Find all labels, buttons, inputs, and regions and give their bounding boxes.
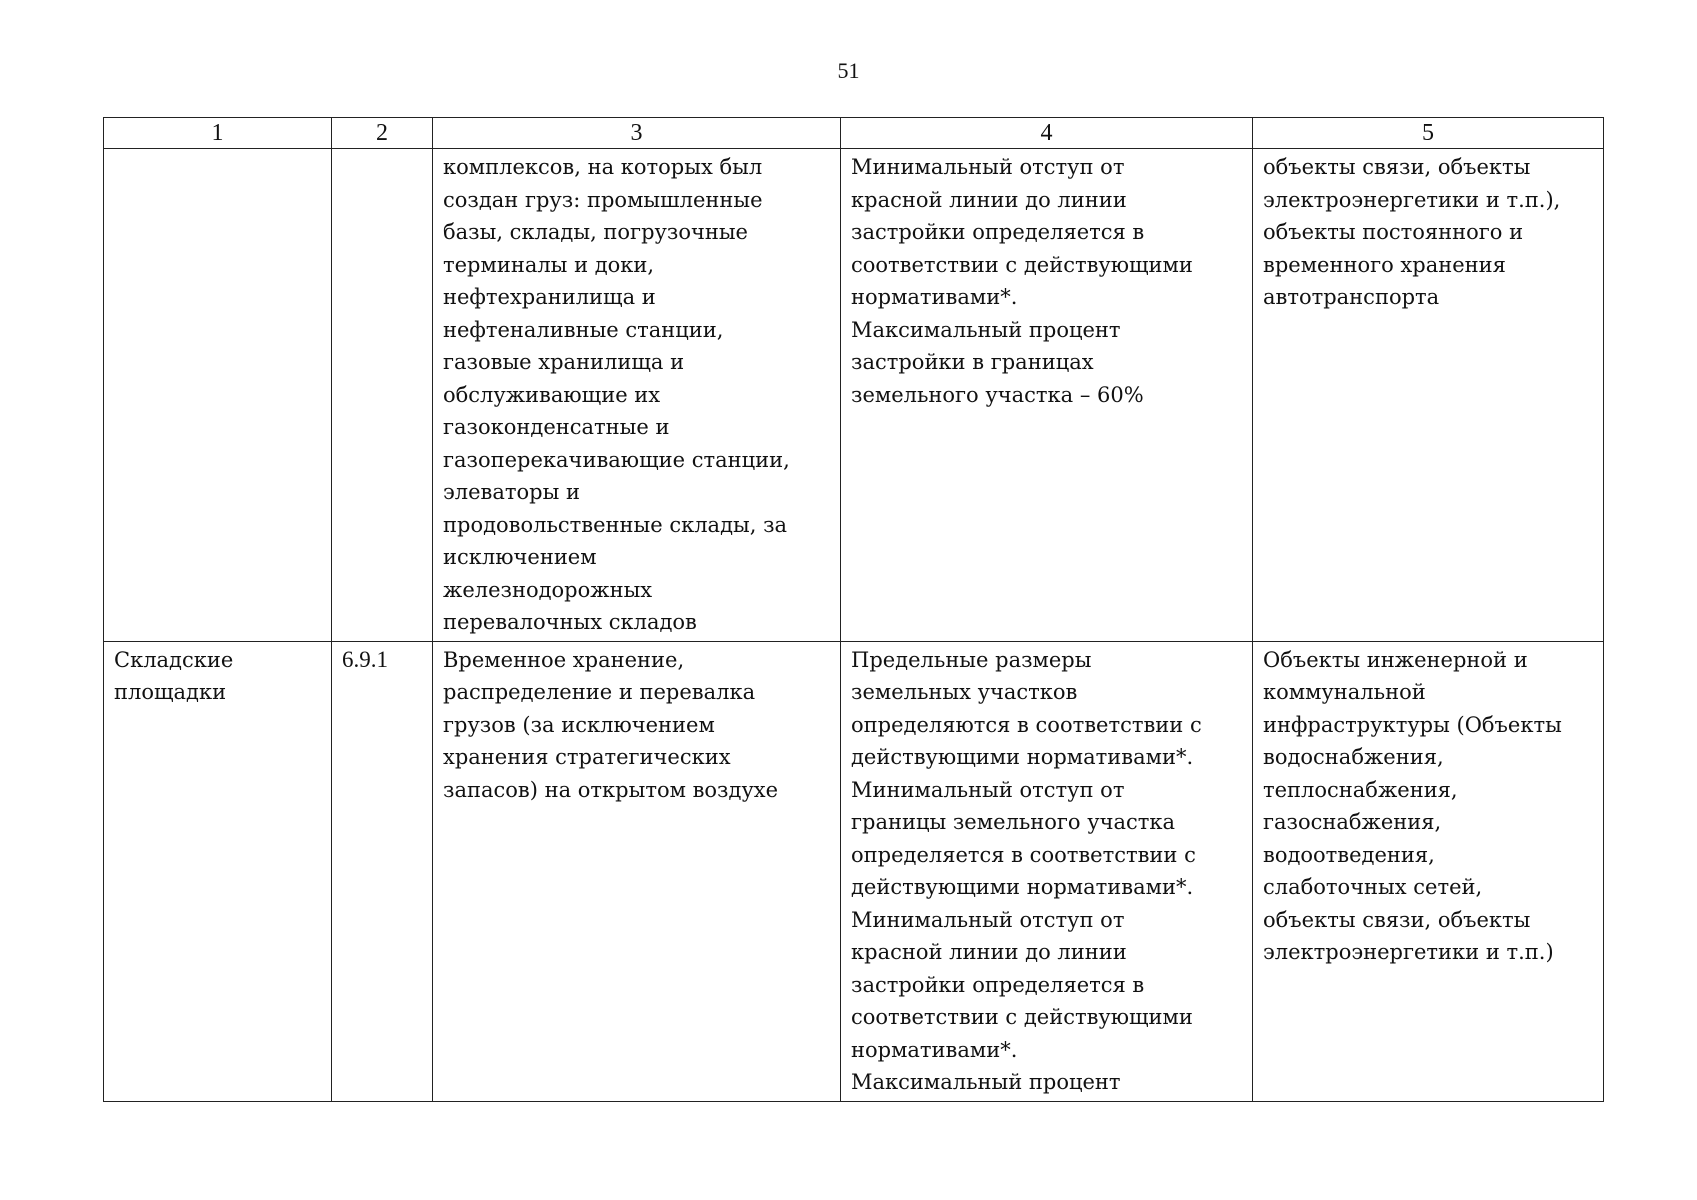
cell-use-code <box>332 641 433 1101</box>
column-header-4: 4 <box>841 118 1253 149</box>
header-row <box>104 118 1604 149</box>
table-header <box>104 118 1604 149</box>
table-row <box>104 149 1604 642</box>
column-header-1: 1 <box>104 118 332 149</box>
cell-auxiliary-uses <box>1253 149 1604 642</box>
cell-parameters <box>841 641 1253 1101</box>
use-description-text: Временное хранение, распределение и перевалка грузов (за исключением хранения стратегических запасов) на открытом воздухе <box>443 647 779 802</box>
use-name-text: Складские площадки <box>114 647 234 704</box>
column-header-2: 2 <box>332 118 433 149</box>
regulations-table <box>103 117 1604 1102</box>
table-body <box>104 149 1604 1102</box>
cell-use-description <box>433 641 841 1101</box>
column-header-3: 3 <box>433 118 841 149</box>
use-description-text: комплексов, на которых был создан груз: промышленные базы, склады, погрузочные терминалы и доки, нефтехранилища и нефтеналивные станции, газовые хранилища и обслуживающие их газоконденсатные и газоперекачивающие станции, элеваторы и продовольственные склады, за исключением железнодорожных перевалочных складов <box>443 155 790 634</box>
cell-use-name <box>104 641 332 1101</box>
auxiliary-uses-text: объекты связи, объекты электроэнергетики и т.п.), объекты постоянного и временного хранения автотранспорта <box>1263 155 1561 309</box>
auxiliary-uses-text: Объекты инженерной и коммунальной инфраструктуры (Объекты водоснабжения, теплоснабжения, газоснабжения, водоотведения, слаботочных сетей, объекты связи, объекты электроэнергетики и т.п.) <box>1263 647 1562 964</box>
page-number: 51 <box>837 58 860 83</box>
cell-use-name <box>104 149 332 642</box>
parameters-text: Предельные размеры земельных участков определяются в соответствии с действующими нормативами*. Минимальный отступ от границы земельного участка определяется в соответствии с действующими нормативами*. Минимальный отступ от красной линии до линии застройки определяется в соответствии с действующими нормативами*. Максимальный процент <box>851 647 1202 1094</box>
table-row <box>104 641 1604 1101</box>
cell-parameters <box>841 149 1253 642</box>
cell-use-code <box>332 149 433 642</box>
use-code-text: 6.9.1 <box>342 646 388 672</box>
parameters-text: Минимальный отступ от красной линии до линии застройки определяется в соответствии с действующими нормативами*. Максимальный процент застройки в границах земельного участка – 60% <box>851 155 1193 407</box>
cell-auxiliary-uses <box>1253 641 1604 1101</box>
cell-use-description <box>433 149 841 642</box>
column-header-5: 5 <box>1253 118 1604 149</box>
